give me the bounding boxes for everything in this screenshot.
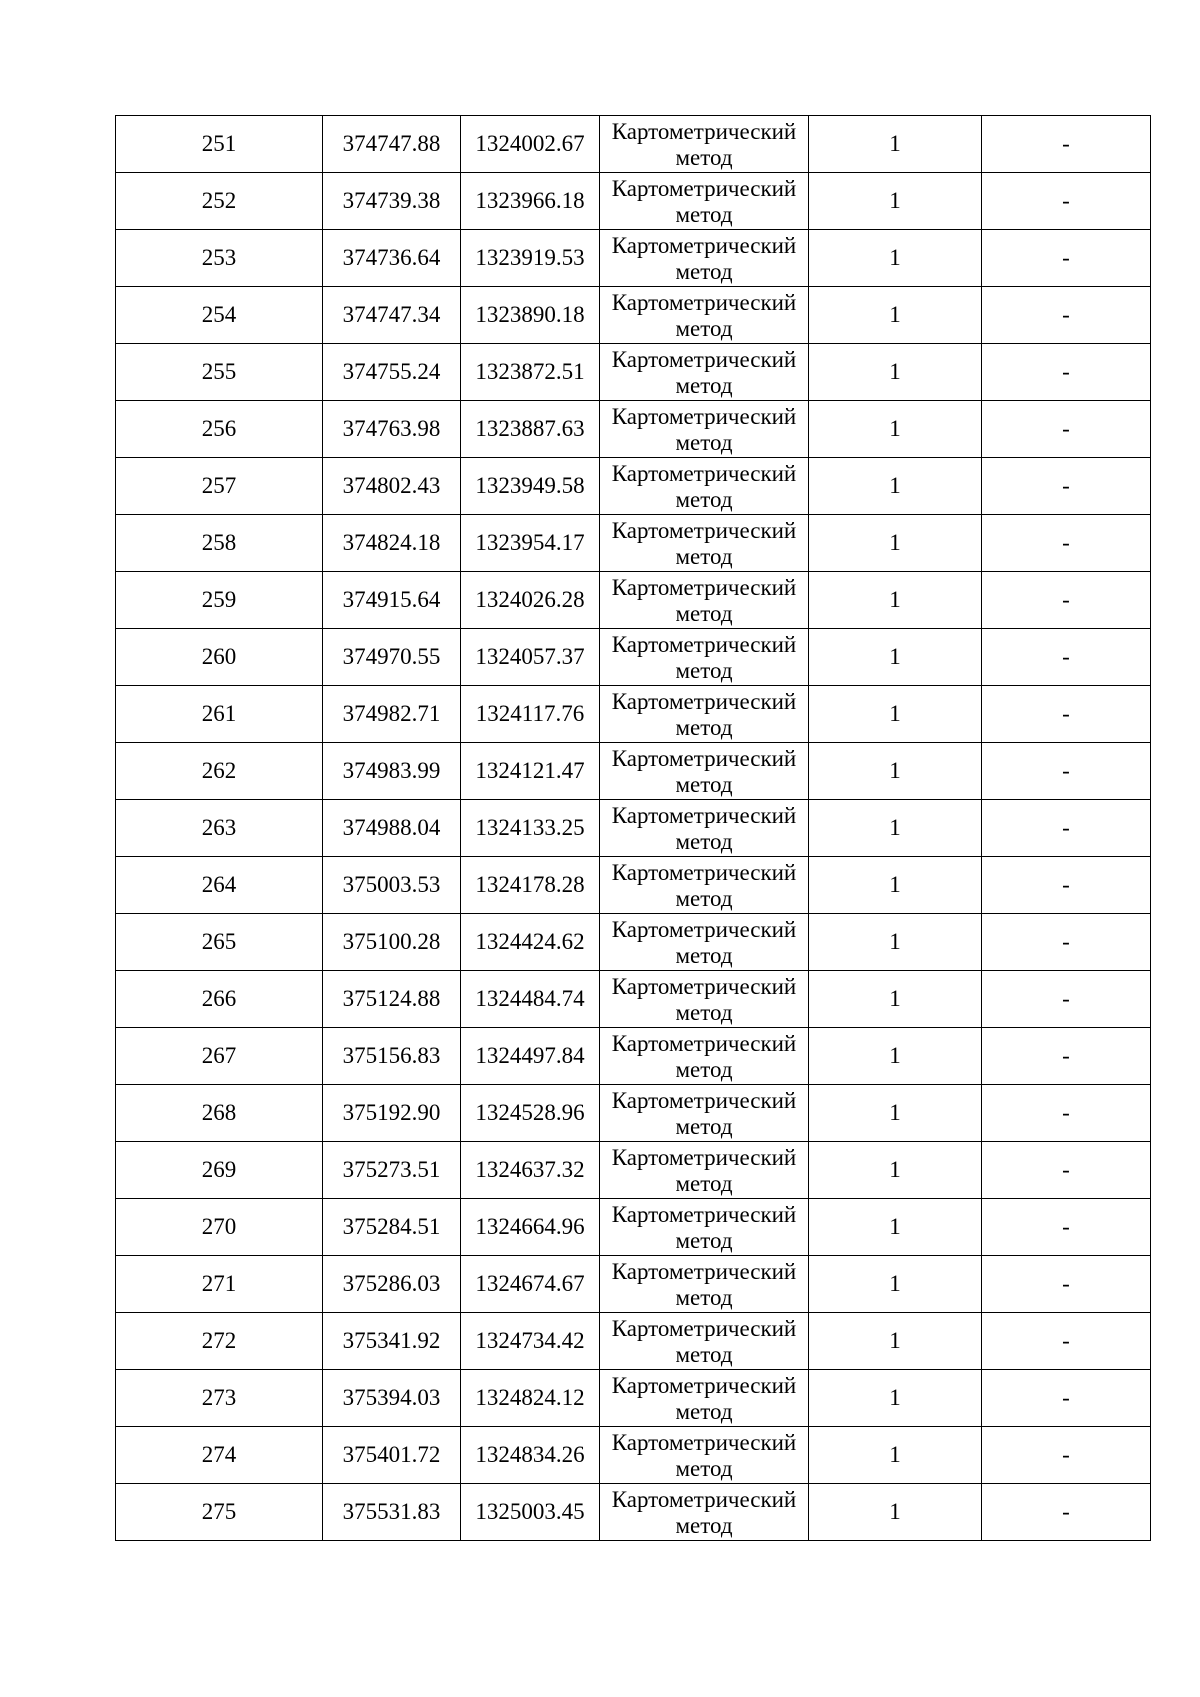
method-line-1: Картометрический [611,631,797,657]
accuracy-cell: 1 [809,287,982,344]
method-line-2: метод [675,714,733,740]
coordinate-x-cell: 375192.90 [323,1085,461,1142]
method-line-2: метод [675,1113,733,1139]
method-line-2: метод [675,942,733,968]
table-row [116,1484,1151,1541]
method-cell [600,1085,809,1142]
coordinate-y-cell: 1324497.84 [461,1028,600,1085]
point-number-cell: 258 [116,515,323,572]
coordinate-y-cell: 1323890.18 [461,287,600,344]
coordinate-y-cell: 1323919.53 [461,230,600,287]
table-row [116,857,1151,914]
accuracy-cell: 1 [809,116,982,173]
accuracy-cell: 1 [809,1085,982,1142]
method-cell [600,515,809,572]
accuracy-cell: 1 [809,1484,982,1541]
point-number-cell: 268 [116,1085,323,1142]
description-cell: - [982,629,1151,686]
coordinate-y-cell: 1324637.32 [461,1142,600,1199]
method-line-1: Картометрический [611,1087,797,1113]
coordinate-y-cell: 1325003.45 [461,1484,600,1541]
point-number-cell: 273 [116,1370,323,1427]
coordinate-y-cell: 1323966.18 [461,173,600,230]
coordinate-x-cell: 374747.34 [323,287,461,344]
method-line-2: метод [675,828,733,854]
accuracy-cell: 1 [809,1199,982,1256]
point-number-cell: 254 [116,287,323,344]
point-number-cell: 275 [116,1484,323,1541]
method-line-2: метод [675,201,733,227]
point-number-cell: 264 [116,857,323,914]
method-cell [600,1484,809,1541]
method-cell [600,1199,809,1256]
accuracy-cell: 1 [809,515,982,572]
table-row [116,800,1151,857]
table-row [116,743,1151,800]
method-line-2: метод [675,1227,733,1253]
point-number-cell: 265 [116,914,323,971]
method-cell [600,743,809,800]
accuracy-cell: 1 [809,800,982,857]
table-row [116,686,1151,743]
method-cell [600,287,809,344]
table-row [116,1256,1151,1313]
method-line-1: Картометрический [611,289,797,315]
coordinate-x-cell: 374983.99 [323,743,461,800]
method-line-1: Картометрический [611,688,797,714]
coordinates-table [115,115,1151,1541]
point-number-cell: 262 [116,743,323,800]
point-number-cell: 266 [116,971,323,1028]
description-cell: - [982,401,1151,458]
method-cell [600,344,809,401]
coordinate-y-cell: 1324117.76 [461,686,600,743]
coordinate-y-cell: 1324121.47 [461,743,600,800]
method-line-1: Картометрический [611,1144,797,1170]
coordinate-x-cell: 375156.83 [323,1028,461,1085]
coordinate-x-cell: 374736.64 [323,230,461,287]
coordinate-y-cell: 1323954.17 [461,515,600,572]
coordinate-x-cell: 374988.04 [323,800,461,857]
method-line-2: метод [675,144,733,170]
method-cell [600,1370,809,1427]
method-cell [600,1427,809,1484]
accuracy-cell: 1 [809,1028,982,1085]
table-row [116,1028,1151,1085]
method-cell [600,914,809,971]
description-cell: - [982,1142,1151,1199]
method-line-1: Картометрический [611,232,797,258]
point-number-cell: 274 [116,1427,323,1484]
coordinate-x-cell: 374739.38 [323,173,461,230]
coordinate-y-cell: 1324133.25 [461,800,600,857]
accuracy-cell: 1 [809,572,982,629]
method-cell [600,173,809,230]
description-cell: - [982,1484,1151,1541]
coordinate-y-cell: 1324424.62 [461,914,600,971]
point-number-cell: 260 [116,629,323,686]
table-row [116,1085,1151,1142]
method-cell [600,971,809,1028]
method-line-1: Картометрический [611,517,797,543]
table-row [116,914,1151,971]
coordinate-x-cell: 375003.53 [323,857,461,914]
coordinate-y-cell: 1324484.74 [461,971,600,1028]
description-cell: - [982,686,1151,743]
method-cell [600,458,809,515]
method-line-2: метод [675,771,733,797]
point-number-cell: 261 [116,686,323,743]
method-line-2: метод [675,1341,733,1367]
description-cell: - [982,743,1151,800]
coordinate-x-cell: 375124.88 [323,971,461,1028]
accuracy-cell: 1 [809,230,982,287]
accuracy-cell: 1 [809,1142,982,1199]
method-cell [600,686,809,743]
point-number-cell: 259 [116,572,323,629]
accuracy-cell: 1 [809,914,982,971]
method-line-2: метод [675,1170,733,1196]
method-cell [600,116,809,173]
coordinate-x-cell: 374763.98 [323,401,461,458]
method-line-2: метод [675,1284,733,1310]
description-cell: - [982,914,1151,971]
accuracy-cell: 1 [809,401,982,458]
table-row [116,230,1151,287]
method-cell [600,572,809,629]
accuracy-cell: 1 [809,458,982,515]
method-cell [600,800,809,857]
method-line-2: метод [675,600,733,626]
method-line-1: Картометрический [611,403,797,429]
point-number-cell: 257 [116,458,323,515]
point-number-cell: 269 [116,1142,323,1199]
accuracy-cell: 1 [809,1427,982,1484]
method-line-1: Картометрический [611,973,797,999]
coordinate-y-cell: 1324734.42 [461,1313,600,1370]
table-row [116,116,1151,173]
method-line-1: Картометрический [611,1258,797,1284]
method-line-2: метод [675,258,733,284]
coordinate-x-cell: 375286.03 [323,1256,461,1313]
method-cell [600,857,809,914]
point-number-cell: 252 [116,173,323,230]
method-line-1: Картометрический [611,1372,797,1398]
description-cell: - [982,1313,1151,1370]
table-row [116,1370,1151,1427]
method-cell [600,230,809,287]
description-cell: - [982,857,1151,914]
point-number-cell: 263 [116,800,323,857]
method-line-2: метод [675,486,733,512]
accuracy-cell: 1 [809,1256,982,1313]
table-row [116,1427,1151,1484]
point-number-cell: 255 [116,344,323,401]
method-line-2: метод [675,885,733,911]
accuracy-cell: 1 [809,629,982,686]
point-number-cell: 251 [116,116,323,173]
method-line-2: метод [675,372,733,398]
table-row [116,287,1151,344]
point-number-cell: 270 [116,1199,323,1256]
coordinate-y-cell: 1324834.26 [461,1427,600,1484]
table-row [116,971,1151,1028]
coordinate-x-cell: 375401.72 [323,1427,461,1484]
description-cell: - [982,1370,1151,1427]
accuracy-cell: 1 [809,743,982,800]
table-row [116,629,1151,686]
coordinate-x-cell: 374747.88 [323,116,461,173]
coordinate-x-cell: 374982.71 [323,686,461,743]
coordinate-x-cell: 375284.51 [323,1199,461,1256]
method-line-2: метод [675,1455,733,1481]
table-row [116,515,1151,572]
coordinate-x-cell: 375394.03 [323,1370,461,1427]
description-cell: - [982,1256,1151,1313]
coordinate-x-cell: 374824.18 [323,515,461,572]
description-cell: - [982,173,1151,230]
coordinate-x-cell: 375100.28 [323,914,461,971]
method-cell [600,401,809,458]
method-line-1: Картометрический [611,1315,797,1341]
method-line-2: метод [675,1056,733,1082]
method-line-1: Картометрический [611,460,797,486]
method-line-1: Картометрический [611,346,797,372]
method-line-2: метод [675,543,733,569]
method-line-1: Картометрический [611,118,797,144]
table-row [116,1142,1151,1199]
method-line-1: Картометрический [611,916,797,942]
table-row [116,572,1151,629]
description-cell: - [982,1085,1151,1142]
method-line-1: Картометрический [611,1201,797,1227]
table-row [116,344,1151,401]
description-cell: - [982,344,1151,401]
coordinate-y-cell: 1324057.37 [461,629,600,686]
method-line-1: Картометрический [611,802,797,828]
coordinate-x-cell: 374915.64 [323,572,461,629]
method-line-2: метод [675,1512,733,1538]
coordinate-y-cell: 1324824.12 [461,1370,600,1427]
table-row [116,1313,1151,1370]
accuracy-cell: 1 [809,1370,982,1427]
accuracy-cell: 1 [809,173,982,230]
coordinate-x-cell: 375273.51 [323,1142,461,1199]
coordinate-y-cell: 1324026.28 [461,572,600,629]
point-number-cell: 272 [116,1313,323,1370]
method-line-1: Картометрический [611,1486,797,1512]
description-cell: - [982,230,1151,287]
description-cell: - [982,515,1151,572]
point-number-cell: 271 [116,1256,323,1313]
coordinate-x-cell: 374755.24 [323,344,461,401]
method-cell [600,1256,809,1313]
method-line-2: метод [675,429,733,455]
accuracy-cell: 1 [809,971,982,1028]
point-number-cell: 256 [116,401,323,458]
table-row [116,1199,1151,1256]
accuracy-cell: 1 [809,686,982,743]
coordinate-x-cell: 374970.55 [323,629,461,686]
table-row [116,173,1151,230]
coordinate-y-cell: 1324664.96 [461,1199,600,1256]
method-line-2: метод [675,657,733,683]
description-cell: - [982,1199,1151,1256]
method-cell [600,629,809,686]
coordinate-y-cell: 1324002.67 [461,116,600,173]
method-line-2: метод [675,315,733,341]
description-cell: - [982,800,1151,857]
method-line-1: Картометрический [611,745,797,771]
point-number-cell: 267 [116,1028,323,1085]
description-cell: - [982,116,1151,173]
method-line-2: метод [675,999,733,1025]
coordinate-y-cell: 1323887.63 [461,401,600,458]
description-cell: - [982,287,1151,344]
description-cell: - [982,458,1151,515]
method-cell [600,1028,809,1085]
coordinate-x-cell: 374802.43 [323,458,461,515]
method-line-1: Картометрический [611,859,797,885]
coordinate-y-cell: 1324674.67 [461,1256,600,1313]
description-cell: - [982,1028,1151,1085]
method-line-1: Картометрический [611,175,797,201]
coordinate-y-cell: 1323949.58 [461,458,600,515]
method-line-1: Картометрический [611,1429,797,1455]
coordinates-table-body [116,116,1151,1541]
description-cell: - [982,1427,1151,1484]
coordinate-y-cell: 1324528.96 [461,1085,600,1142]
table-row [116,401,1151,458]
coordinate-y-cell: 1323872.51 [461,344,600,401]
accuracy-cell: 1 [809,857,982,914]
point-number-cell: 253 [116,230,323,287]
method-line-1: Картометрический [611,1030,797,1056]
table-row [116,458,1151,515]
description-cell: - [982,572,1151,629]
accuracy-cell: 1 [809,344,982,401]
method-line-2: метод [675,1398,733,1424]
accuracy-cell: 1 [809,1313,982,1370]
method-line-1: Картометрический [611,574,797,600]
coordinate-x-cell: 375531.83 [323,1484,461,1541]
coordinate-x-cell: 375341.92 [323,1313,461,1370]
method-cell [600,1313,809,1370]
method-cell [600,1142,809,1199]
description-cell: - [982,971,1151,1028]
coordinate-y-cell: 1324178.28 [461,857,600,914]
